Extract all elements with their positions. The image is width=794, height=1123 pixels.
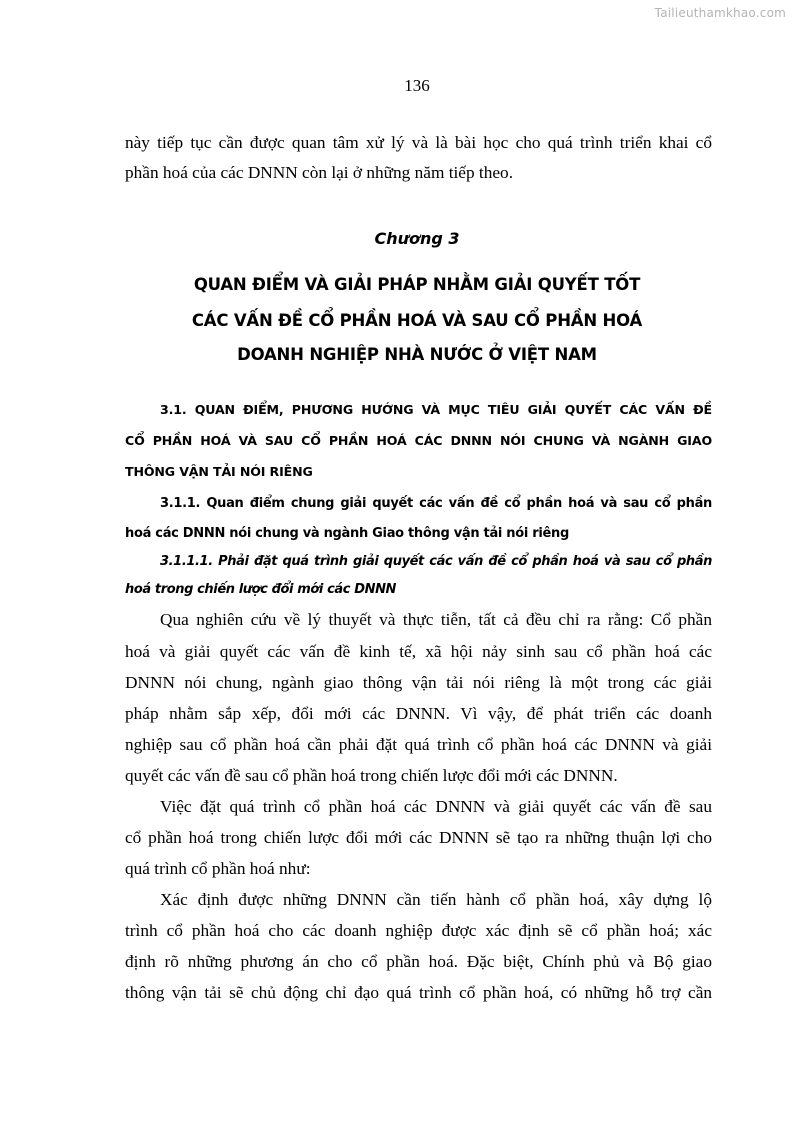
paragraph-line: Xác định được những DNNN cần tiến hành cổ phần hoá, xây dựng lộ [160, 890, 712, 909]
section-heading-line: THÔNG VẬN TẢI NÓI RIÊNG [125, 464, 313, 479]
paragraph-line: pháp nhằm sắp xếp, đổi mới các DNNN. Vì vậy, để phát triển các doanh [125, 704, 712, 723]
section-heading-line: 3.1. QUAN ĐIỂM, PHƯƠNG HƯỚNG VÀ MỤC TIÊU GIẢI QUYẾT CÁC VẤN ĐỀ [160, 402, 712, 417]
subsection-heading-line: 3.1.1. Quan điểm chung giải quyết các vấn đề cổ phần hoá và sau cổ phần [160, 496, 712, 511]
paragraph-line: hoá và giải quyết các vấn đề kinh tế, xã hội nảy sinh sau cổ phần hoá các [125, 642, 712, 661]
paragraph-line: quyết các vấn đề sau cổ phần hoá trong chiến lược đổi mới các DNNN. [125, 766, 618, 785]
chapter-title-line: CÁC VẤN ĐỀ CỔ PHẦN HOÁ VÀ SAU CỔ PHẦN HOÁ [191, 311, 643, 330]
paragraph-line: cổ phần hoá trong chiến lược đổi mới các DNNN sẽ tạo ra những thuận lợi cho [125, 828, 712, 847]
chapter-title-line: QUAN ĐIỂM VÀ GIẢI PHÁP NHẰM GIẢI QUYẾT TỐT [193, 275, 641, 294]
paragraph-line: định rõ những phương án cho cổ phần hoá. Đặc biệt, Chính phủ và Bộ giao [125, 952, 712, 971]
chapter-title-line: DOANH NGHIỆP NHÀ NƯỚC Ở VIỆT NAM [237, 345, 597, 364]
paragraph-line: Việc đặt quá trình cổ phần hoá các DNNN và giải quyết các vấn đề sau [160, 797, 712, 816]
intro-line: phần hoá của các DNNN còn lại ở những năm tiếp theo. [125, 163, 514, 182]
paragraph-line: quá trình cổ phần hoá như: [125, 859, 311, 878]
watermark: Tailieuthamkhao.com [654, 6, 786, 20]
subsection-heading-line: hoá các DNNN nói chung và ngành Giao thông vận tải nói riêng [125, 526, 570, 541]
paragraph-line: nghiệp sau cổ phần hoá cần phải đặt quá trình cổ phần hoá các DNNN và giải [125, 735, 712, 754]
chapter-label: Chương 3 [374, 229, 460, 248]
paragraph-line: thông vận tải sẽ chủ động chỉ đạo quá trình cổ phần hoá, có những hỗ trợ cần [125, 983, 712, 1002]
section-heading-line: CỔ PHẦN HOÁ VÀ SAU CỔ PHẦN HOÁ CÁC DNNN NÓI CHUNG VÀ NGÀNH GIAO [125, 433, 712, 448]
subsubsection-heading-line: hoá trong chiến lược đổi mới các DNNN [125, 582, 397, 597]
intro-line: này tiếp tục cần được quan tâm xử lý và là bài học cho quá trình triển khai cổ [125, 133, 712, 152]
page-number: 136 [404, 76, 430, 95]
paragraph-line: Qua nghiên cứu về lý thuyết và thực tiễn, tất cả đều chỉ ra rằng: Cổ phần [160, 610, 712, 629]
paragraph-line: DNNN nói chung, ngành giao thông vận tải nói riêng là một trong các giải [125, 673, 712, 692]
paragraph-line: trình cổ phần hoá cho các doanh nghiệp được xác định sẽ cổ phần hoá; xác [125, 921, 712, 940]
subsubsection-heading-line: 3.1.1.1. Phải đặt quá trình giải quyết các vấn đề cổ phần hoá và sau cổ phần [160, 554, 712, 569]
